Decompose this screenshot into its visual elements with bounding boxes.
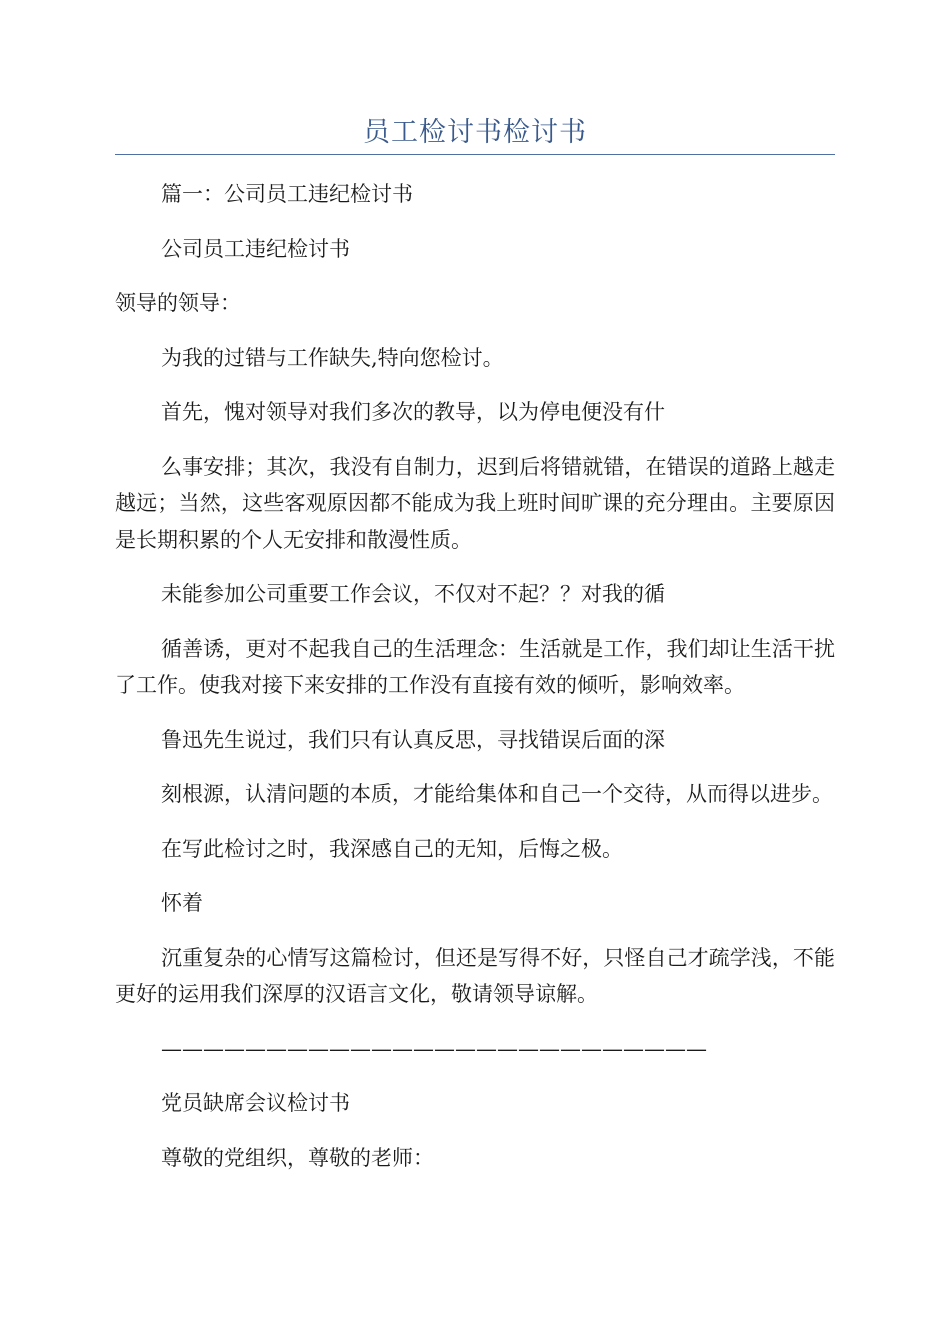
salutation: 尊敬的党组织，尊敬的老师： xyxy=(161,1145,434,1170)
paragraph: 么事安排；其次，我没有自制力，迟到后将错就错，在错误的道路上越走越远；当然，这些客观原因都不能成为我上班时间旷课的充分理由。主要原因是长期积累的个人无安排和散漫性质。 xyxy=(115,454,835,552)
title-underline xyxy=(115,154,835,155)
paragraph: 首先，愧对领导对我们多次的教导，以为停电便没有什 xyxy=(161,400,665,424)
paragraph: 鲁迅先生说过，我们只有认真反思，寻找错误后面的深 xyxy=(161,727,665,752)
section-divider: —————————————————————————— xyxy=(161,1036,707,1061)
section-heading: 党员缺席会议检讨书 xyxy=(161,1091,350,1115)
paragraph: 沉重复杂的心情写这篇检讨，但还是写得不好，只怪自己才疏学浅，不能更好的运用我们深厚的汉语言文化，敬请领导谅解。 xyxy=(115,945,835,1006)
paragraph: 怀着 xyxy=(161,891,203,915)
paragraph: 循善诱，更对不起我自己的生活理念：生活就是工作，我们却让生活干扰了工作。使我对接下来安排的工作没有直接有效的倾听，影响效率。 xyxy=(115,636,835,697)
document-body xyxy=(115,176,835,1194)
paragraph: 篇一：公司员工违纪检讨书 xyxy=(161,182,413,206)
paragraph: 公司员工违纪检讨书 xyxy=(161,236,350,261)
document-title: 员工检讨书检讨书 xyxy=(363,117,587,148)
paragraph: 刻根源，认清问题的本质，才能给集体和自己一个交待，从而得以进步。 xyxy=(161,782,833,806)
paragraph: 未能参加公司重要工作会议，不仅对不起？？对我的循 xyxy=(161,582,665,606)
paragraph: 领导的领导： xyxy=(115,291,241,315)
paragraph: 在写此检讨之时，我深感自己的无知，后悔之极。 xyxy=(161,836,623,861)
paragraph: 为我的过错与工作缺失,特向您检讨。 xyxy=(161,345,504,370)
